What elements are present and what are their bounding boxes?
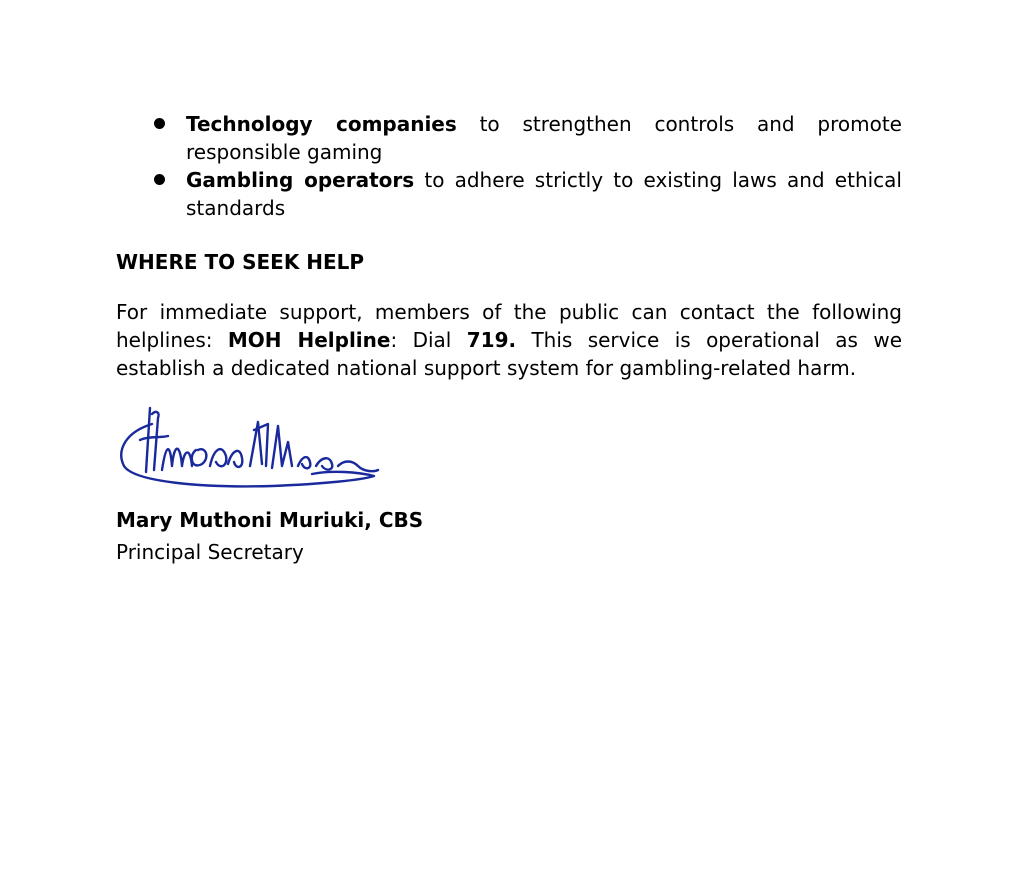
bullet-icon [154,118,165,129]
bullet-bold-label: Technology companies [186,112,457,136]
bullet-text: to adhere strictly to existing laws and ethical standards [186,168,902,220]
para-text: : Dial [390,328,467,352]
recommendation-list [150,110,902,222]
signer-name: Mary Muthoni Muriuki, CBS [116,508,424,532]
para-text: For immediate support, members of the public can contact the following helplines: [116,300,902,352]
list-item [150,166,902,222]
bullet-text: to strengthen controls and promote responsible gaming [186,112,902,164]
help-paragraph [116,298,902,382]
bullet-bold-label: Gambling operators [186,168,415,192]
signer-title: Principal Secretary [116,540,304,564]
helpline-number: 719. [466,328,517,352]
para-text: This service is operational as we establish a dedicated national support system for gambling-related harm. [116,328,902,380]
handwritten-signature [112,400,384,500]
helpline-label: MOH Helpline [227,328,391,352]
bullet-icon [154,174,165,185]
list-item [150,110,902,166]
section-heading: WHERE TO SEEK HELP [116,250,365,274]
